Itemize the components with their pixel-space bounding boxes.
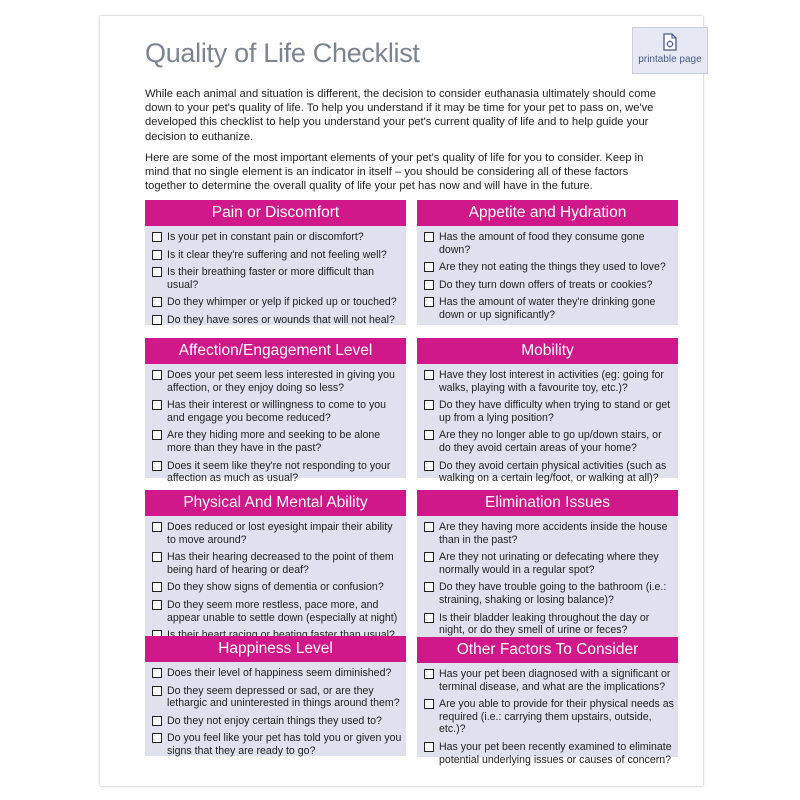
item-text: Do they whimper or yelp if picked up or touched? — [167, 296, 397, 309]
intro-paragraph-1: While each animal and situation is different, the decision to consider euthanasia ultimately should come down to your pet's quality of life. To help you understand if it may be time for your pet to pass on, we've developed this checklist to help you understand your pet's current quality of life and to help guide your decision to euthanize. — [145, 88, 656, 143]
checklist-item — [152, 685, 402, 710]
item-text: Do they not enjoy certain things they used to? — [167, 714, 382, 727]
section-elimination-issues — [417, 490, 678, 638]
checkbox[interactable] — [424, 297, 434, 307]
checkbox[interactable] — [424, 582, 434, 592]
item-text: Does reduced or lost eyesight impair their ability to move around? — [167, 521, 393, 546]
checkbox[interactable] — [152, 552, 162, 562]
item-text: Has the amount of water they're drinking gone down or up significantly? — [439, 296, 656, 321]
checkbox[interactable] — [152, 232, 162, 242]
checkbox[interactable] — [152, 461, 162, 471]
item-text: Are they hiding more and seeking to be alone more than they have in the past? — [167, 429, 381, 454]
checkbox[interactable] — [152, 668, 162, 678]
checklist-item — [152, 399, 402, 424]
checkbox[interactable] — [424, 742, 434, 752]
checklist-item — [424, 460, 674, 485]
section-title: Affection/Engagement Level — [145, 338, 406, 364]
checklist-item — [424, 231, 674, 256]
checkbox[interactable] — [152, 582, 162, 592]
section-pain-or-discomfort — [145, 200, 406, 325]
checklist-item — [424, 741, 674, 766]
section-happiness-level — [145, 636, 406, 756]
checkbox[interactable] — [424, 232, 434, 242]
page-title: Quality of Life Checklist — [145, 38, 420, 68]
item-text: Are they not eating the things they used to love? — [439, 261, 666, 274]
checkbox[interactable] — [424, 552, 434, 562]
checklist-item — [152, 715, 402, 728]
checkbox[interactable] — [152, 522, 162, 532]
item-text: Do they seem depressed or sad, or are they lethargic and uninterested in things around them? — [167, 684, 400, 710]
checkbox[interactable] — [152, 430, 162, 440]
checkbox[interactable] — [424, 669, 434, 679]
checklist-item — [152, 369, 402, 394]
checkbox[interactable] — [424, 461, 434, 471]
item-text: Has their hearing decreased to the point of them being hard of hearing or deaf? — [167, 551, 394, 576]
checklist-item — [424, 521, 674, 546]
checklist-page — [100, 16, 703, 786]
checklist-item — [424, 668, 674, 693]
item-text: Do they avoid certain physical activities (such as walking on a certain leg/foot, or walking at all)? — [439, 459, 667, 485]
checkbox[interactable] — [152, 686, 162, 696]
checkbox[interactable] — [152, 400, 162, 410]
printable-page-label: printable page — [638, 54, 702, 65]
checklist-item — [152, 249, 402, 262]
item-text: Does it seem like they're not responding to your affection as much as usual? — [167, 459, 391, 485]
checklist-item — [424, 581, 674, 606]
checkbox[interactable] — [152, 297, 162, 307]
intro-paragraph-2: Here are some of the most important elements of your pet's quality of life for you to consider. Keep in mind that no single element is an indicator in itself – you should be considering all of these factors together to determine the overall quality of life your pet has now and will have in the future. — [145, 152, 644, 193]
item-text: Do they turn down offers of treats or cookies? — [439, 278, 653, 291]
checkbox[interactable] — [152, 250, 162, 260]
checklist-item — [424, 261, 674, 274]
checklist-item — [424, 279, 674, 292]
checklist-item — [152, 460, 402, 485]
checkbox[interactable] — [424, 522, 434, 532]
section-physical-and-mental-ability — [145, 490, 406, 638]
section-other-factors-to-consider — [417, 637, 678, 766]
checkbox[interactable] — [424, 280, 434, 290]
section-title: Appetite and Hydration — [417, 200, 678, 226]
checklist-item — [152, 581, 402, 594]
item-text: Has your pet been diagnosed with a significant or terminal disease, and what are the implications? — [439, 668, 671, 693]
item-text: Do they have trouble going to the bathroom (i.e.: straining, shaking or losing balance)? — [439, 581, 667, 606]
printable-document-icon — [662, 33, 678, 51]
item-text: Do they show signs of dementia or confusion? — [167, 581, 384, 594]
checkbox[interactable] — [424, 262, 434, 272]
checkbox[interactable] — [424, 400, 434, 410]
item-text: Is your pet in constant pain or discomfort? — [167, 231, 364, 243]
section-title: Physical And Mental Ability — [145, 490, 406, 516]
item-text: Is their breathing faster or more difficult than usual? — [167, 266, 375, 291]
item-text: Has your pet been recently examined to eliminate potential underlying issues or causes of concern? — [439, 740, 672, 766]
checklist-item — [152, 314, 402, 327]
item-text: Is their bladder leaking throughout the day or night, or do they smell of urine or feces? — [439, 611, 650, 637]
checklist-item — [152, 231, 402, 244]
item-text: Is it clear they're suffering and not feeling well? — [167, 248, 387, 261]
checklist-item — [424, 399, 674, 424]
checklist-item — [152, 732, 402, 757]
checklist-item — [424, 296, 674, 321]
checklist-item — [152, 521, 402, 546]
section-title: Pain or Discomfort — [145, 200, 406, 226]
checklist-item — [152, 667, 402, 680]
checklist-item — [152, 296, 402, 309]
item-text: Are they not urinating or defecating where they normally would in a regular spot? — [439, 551, 659, 576]
checkbox[interactable] — [152, 733, 162, 743]
item-text: Has their interest or willingness to come to you and engage you become reduced? — [167, 399, 387, 424]
section-affection-engagement-level — [145, 338, 406, 485]
checklist-item — [424, 698, 674, 736]
checklist-item — [152, 551, 402, 576]
checklist-item — [424, 612, 674, 637]
checklist-item — [424, 551, 674, 576]
section-title: Other Factors To Consider — [417, 637, 678, 663]
printable-page-button[interactable] — [632, 27, 708, 74]
item-text: Have they lost interest in activities (eg: going for walks, playing with a favourite toy, etc.)? — [439, 369, 664, 394]
checklist-item — [152, 599, 402, 624]
item-text: Are you able to provide for their physical needs as required (i.e.: carrying them upstairs, outside, etc.)? — [439, 698, 674, 736]
section-title: Elimination Issues — [417, 490, 678, 516]
item-text: Has the amount of food they consume gone down? — [439, 231, 645, 256]
section-mobility — [417, 338, 678, 485]
checkbox[interactable] — [424, 430, 434, 440]
item-text: Do they have difficulty when trying to stand or get up from a lying position? — [439, 399, 671, 424]
checkbox[interactable] — [152, 716, 162, 726]
checkbox[interactable] — [424, 699, 434, 709]
item-text: Are they having more accidents inside the house than in the past? — [439, 521, 668, 546]
checkbox[interactable] — [152, 370, 162, 380]
item-text: Are they no longer able to go up/down stairs, or do they avoid certain areas of your home? — [439, 429, 662, 454]
checkbox[interactable] — [424, 613, 434, 623]
item-text: Do you feel like your pet has told you or given you signs that they are ready to go? — [167, 732, 402, 757]
checkbox[interactable] — [152, 267, 162, 277]
item-text: Does their level of happiness seem diminished? — [167, 667, 392, 679]
checklist-item — [424, 369, 674, 394]
checklist-item — [152, 429, 402, 454]
checkbox[interactable] — [424, 370, 434, 380]
checkbox[interactable] — [152, 600, 162, 610]
item-text: Do they have sores or wounds that will not heal? — [167, 313, 395, 326]
section-appetite-and-hydration — [417, 200, 678, 325]
checkbox[interactable] — [152, 315, 162, 325]
item-text: Does your pet seem less interested in giving you affection, or they enjoy doing so less? — [167, 369, 395, 394]
checklist-item — [152, 266, 402, 291]
item-text: Do they seem more restless, pace more, and appear unable to settle down (especially at night) — [167, 598, 398, 624]
checklist-item — [424, 429, 674, 454]
section-title: Happiness Level — [145, 636, 406, 662]
section-title: Mobility — [417, 338, 678, 364]
